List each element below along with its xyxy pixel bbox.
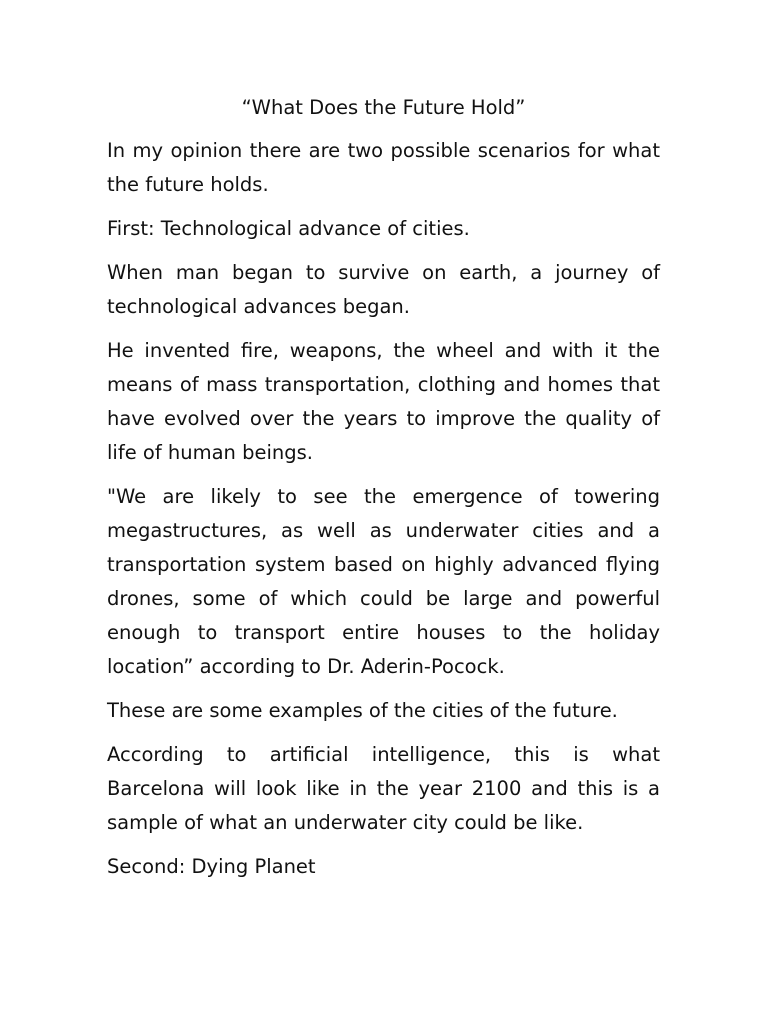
paragraph-barcelona: According to artificial intelligence, this is what Barcelona will look like in the year 2100 and this is a sample of what an underwater city could be like. — [107, 743, 660, 834]
paragraph-second-heading: Second: Dying Planet — [107, 855, 316, 878]
paragraph-intro: In my opinion there are two possible scenarios for what the future holds. — [107, 139, 660, 196]
paragraph-journey: When man began to survive on earth, a journey of technological advances began. — [107, 261, 660, 318]
paragraph-inventions: He invented fire, weapons, the wheel and with it the means of mass transportation, clothing and homes that have evolved over the years to improve the quality of life of human beings. — [107, 339, 660, 464]
document-body — [107, 92, 660, 894]
paragraph-examples: These are some examples of the cities of the future. — [107, 699, 618, 722]
paragraph-first-heading: First: Technological advance of cities. — [107, 217, 470, 240]
paragraph-quote: "We are likely to see the emergence of towering megastructures, as well as underwater cities and a transportation system based on highly advanced flying drones, some of which could be large and powerful enough to transport entire houses to the holiday location” according to Dr. Aderin-Pocock. — [107, 485, 660, 678]
document-title: “What Does the Future Hold” — [241, 96, 526, 119]
